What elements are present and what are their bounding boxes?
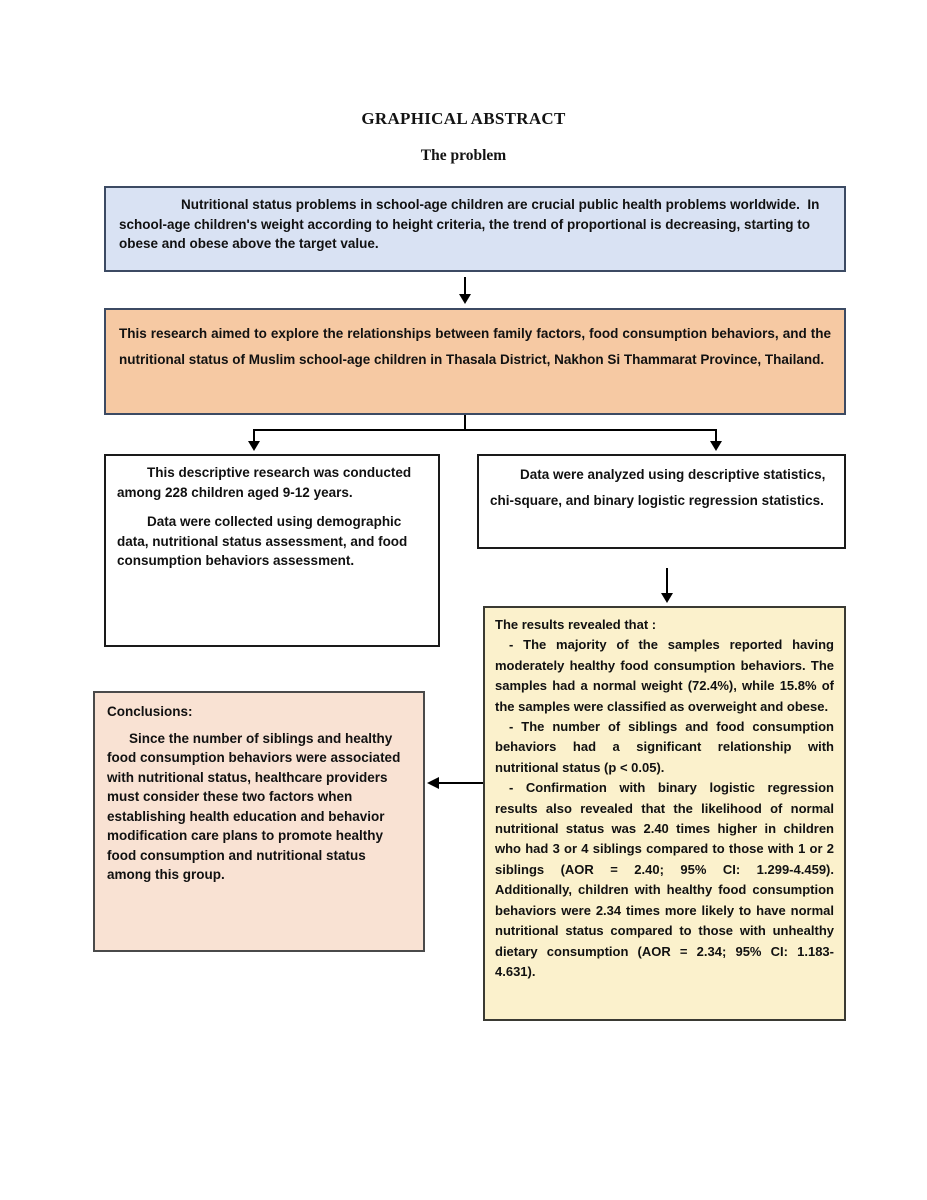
conclusions-heading: Conclusions: — [107, 704, 193, 719]
results-item: - The majority of the samples reported having moderately healthy food consumption behaviors. The samples had a normal weight (72.4%), while 15.8% of the samples were classified as overweight and obese. — [495, 637, 834, 714]
problem-box — [104, 186, 846, 272]
results-items — [495, 635, 834, 982]
page-title: GRAPHICAL ABSTRACT — [361, 109, 566, 128]
results-item: - The number of siblings and food consumption behaviors had a significant relationship with nutritional status (p < 0.05). — [495, 719, 834, 775]
conclusions-text: Since the number of siblings and healthy food consumption behaviors were associated with nutritional status, healthcare providers must consider these two factors when establishing health education and behavior modification care plans to promote healthy food consumption and nutritional status among this group. — [107, 730, 401, 882]
results-item: - Confirmation with binary logistic regression results also revealed that the likelihood of normal nutritional status was 2.40 times higher in children who had 3 or 4 siblings compared to those with 1 or 2 siblings (AOR = 2.40; 95% CI: 1.299-4.459). Additionally, children with healthy food consumption behaviors were 2.34 times more likely to have normal nutritional status compared to those with unhealthy dietary consumption (AOR = 2.34; 95% CI: 1.183-4.631). — [495, 780, 834, 979]
analysis-box — [477, 454, 846, 549]
section-subtitle: The problem — [420, 147, 507, 164]
design-box — [104, 454, 440, 647]
aim-box — [104, 308, 846, 415]
results-heading: The results revealed that : — [495, 617, 657, 632]
analysis-text: Data were analyzed using descriptive statistics, chi-square, and binary logistic regression statistics. — [490, 467, 826, 508]
design-para-2: Data were collected using demographic data, nutritional status assessment, and food consumption behaviors assessment. — [117, 514, 408, 568]
design-para-1: This descriptive research was conducted among 228 children aged 9-12 years. — [117, 465, 412, 500]
aim-text: This research aimed to explore the relationships between family factors, food consumption behaviors, and the nutritional status of Muslim school-age children in Thasala District, Nakhon Si Thammarat Province, Thailand. — [119, 326, 831, 367]
problem-text: Nutritional status problems in school-age children are crucial public health problems worldwide. In school-age children's weight according to height criteria, the trend of proportional is decreasing, starting to obese and obese above the target value. — [119, 197, 824, 251]
results-box — [483, 606, 846, 1021]
conclusions-box — [93, 691, 425, 952]
